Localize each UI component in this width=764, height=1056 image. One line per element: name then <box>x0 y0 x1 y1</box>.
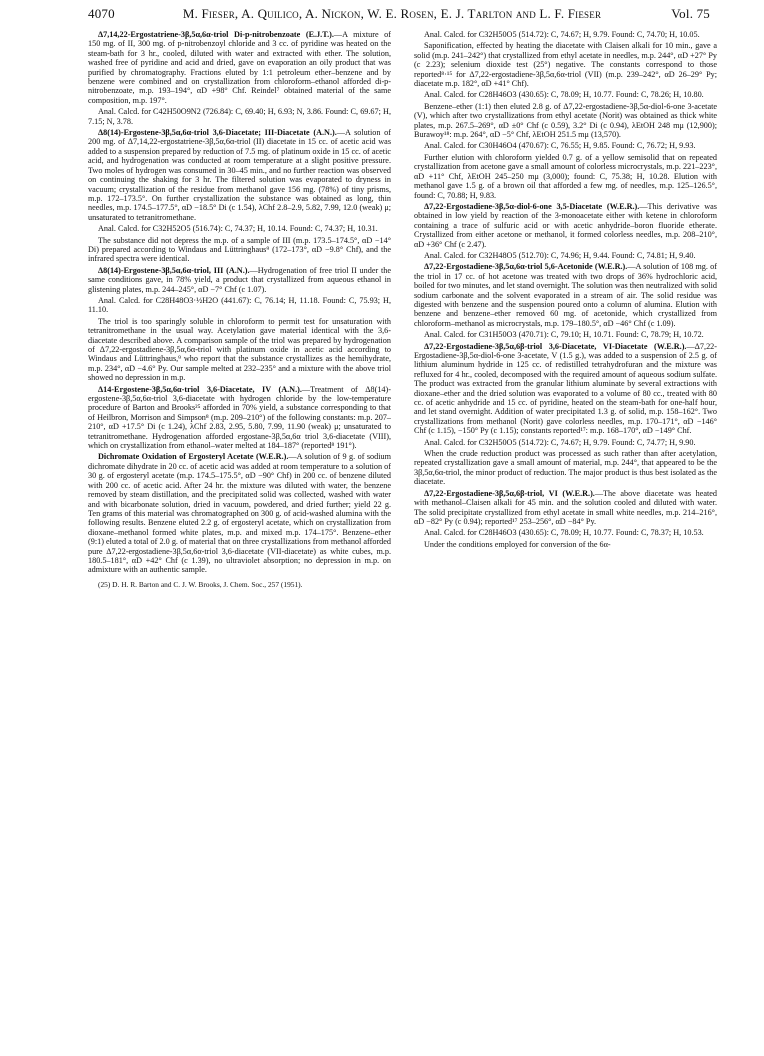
procedure-heading: Dichromate Oxidation of Ergosteryl Acetate (W.E.R.). <box>98 452 289 462</box>
left-column <box>88 28 391 1038</box>
analysis-paragraph: Anal. Calcd. for C30H46O4 (470.67): C, 76.55; H, 9.85. Found: C, 76.72; H, 9.93. <box>424 141 696 151</box>
volume-number: Vol. 75 <box>671 6 710 21</box>
paragraph-text: Saponification, effected by heating the diacetate with Claisen alkali for 10 min., gave a solid (m.p. 241–242°) that crystallized from ethyl acetate in needles, m.p. 244°, αD +27° Py (c 2.23); selenium dioxide test (25°) negative. The constants correspond to those reported⁸·¹⁵ for Δ7,22-ergostadiene-3β,5α,6α-triol (VII) (m.p. 239–242°, αD 26–29° Py; diacetate m.p. 182°, αD +41° Chf). <box>414 41 717 89</box>
procedure-paragraph <box>88 385 391 451</box>
paragraph-text: Further elution with chloroform yielded 0.7 g. of a yellow semisolid that on repeated crystallization from acetone gave a small amount of colorless microcrystals, m.p. 221–223°, αD +11° Chf, λEtOH 245–250 mμ (3,000); found: C, 75.38; H, 10.28. Elution with methanol gave 1.5 g. of a brown oil that afforded a few mg. of needles, m.p. 125–126.5°, found: C, 70.88; H, 9.83. <box>414 152 717 200</box>
paragraph-text: —A solution of 9 g. of sodium dichromate dihydrate in 20 cc. of acetic acid was added at room temperature to a solution of 30 g. of ergosteryl acetate (m.p. 174.5–175.5°, αD −90° Chf) in 200 cc. of benzene diluted with 200 cc. of acetic acid. After 24 hr. the mixture was diluted with water, the benzene removed by steam distillation, and the precipitated solid was collected, washed with water and with bicarbonate solution, dried in vacuum, powdered, and dried further; yield 22 g. Ten grams of this material was chromatographed on 300 g. of acid-washed alumina with the following results. Benzene eluted 2.2 g. of ergosteryl acetate, which on crystallization from dioxane–methanol formed white plates, m.p. and mixed m.p. 174–175°. Benzene–ether (9:1) eluted a total of 2.0 g. of material that on three crystallizations from methanol afforded pure Δ7,22-ergostadiene-3β,5α,6α-triol 3,6-diacetate (VII-diacetate) as white cubes, m.p. 180.5–181°, αD +42° Chf (c 1.39), no ultraviolet absorption; no depression in m.p. on admixture with an authentic sample. <box>88 452 391 575</box>
paragraph-text: —The above diacetate was heated with methanol–Claisen alkali for 45 min. and the solution cooled and diluted with water. The solid precipitate crystallized from ethyl acetate in small white needles, m.p. 214–216°, αD −82° Py (c 0.94); reported¹⁷ 253–256°, αD −84° Py. <box>414 488 717 526</box>
procedure-paragraph <box>414 342 717 436</box>
running-header <box>88 6 710 24</box>
paragraph-text: —Treatment of Δ8(14)-ergostene-3β,5α,6α-triol 3,6-diacetate with hydrogen chloride by the low-temperature procedure of Barton and Brooks²⁵ afforded in 70% yield, a substance corresponding to that of Heilbron, Morrison and Simpson⁸ (m.p. 209–210°) of the following constants: m.p. 207–210°, αD +17.5° Di (c 1.24), λChf 2.83, 2.95, 5.80, 7.99, 11.90 (weak) μ; unsaturated to tetranitromethane. Hydrogenation afforded ergostane-3β,5α,6α triol 3,6-diacetate (VIII), which on crystallization from ethanol–water melted at 184–187° (reported⁸ 191°). <box>88 384 391 451</box>
procedure-heading: Δ7,22-Ergostadiene-3β,5α-diol-6-one 3,5-Diacetate (W.E.R.). <box>424 201 640 211</box>
running-header-authors: M. Fieser, A. Quilico, A. Nickon, W. E. Rosen, E. J. Tarlton and L. F. Fieser <box>182 6 602 21</box>
analysis-paragraph: Anal. Calcd. for C28H48O3·½H2O (441.67): C, 76.14; H, 11.18. Found: C, 75.93; H, 11.10. <box>88 295 391 315</box>
analysis-paragraph: Anal. Calcd. for C28H46O3 (430.65): C, 78.09; H, 10.77. Found: C, 78.26; H, 10.80. <box>424 90 704 100</box>
procedure-paragraph <box>88 128 391 222</box>
analysis-paragraph: Anal. Calcd. for C32H52O5 (516.74): C, 74.37; H, 10.14. Found: C, 74.37; H, 10.31. <box>98 224 378 234</box>
procedure-paragraph <box>88 30 391 105</box>
body-paragraph <box>88 317 391 383</box>
procedure-heading: Δ8(14)-Ergostene-3β,5α,6α-triol, III (A.N.). <box>98 265 250 275</box>
procedure-paragraph <box>88 452 391 574</box>
body-paragraph <box>88 236 391 264</box>
procedure-heading: Δ7,14,22-Ergostatriene-3β,5α,6α-triol Di-p-nitrobenzoate (E.J.T.). <box>98 30 334 39</box>
body-paragraph <box>414 41 717 88</box>
procedure-paragraph <box>414 202 717 249</box>
body-paragraph <box>414 102 717 140</box>
analysis-paragraph: Anal. Calcd. for C32H48O5 (512.70): C, 74.96; H, 9.44. Found: C, 74.81; H, 9.40. <box>424 250 696 260</box>
procedure-heading: Δ7,22-Ergostadiene-3β,5α,6α-triol 5,6-Acetonide (W.E.R.). <box>424 262 628 272</box>
paragraph-text: The substance did not depress the m.p. of a sample of III (m.p. 173.5–174.5°, αD −14° Di) prepared according to Windaus and Lüttringhaus⁹ (172–173°, αD −9.8° Chf), and the infrared spectra were identical. <box>88 235 391 264</box>
procedure-paragraph <box>414 489 717 527</box>
procedure-heading: Δ7,22-Ergostadiene-3β,5α,6β-triol, VI (W.E.R.). <box>424 488 595 498</box>
paragraph-text: —This derivative was obtained in low yield by reaction of the 3-monoacetate either with ketene in chloroform containing a trace of sulfuric acid or with acetic anhydride–boron fluoride etherate. Crystallized from either acetone or methanol, it formed colorless needles, m.p. 208–210°, αD +36° Chf (c 2.47). <box>414 201 717 249</box>
paragraph-text: —Hydrogenation of free triol II under the same conditions gave, in 78% yield, a product that crystallized from aqueous ethanol in glistening plates, m.p. 244–245°, αD −7° Chf (c 1.07). <box>88 265 391 294</box>
procedure-paragraph <box>88 266 391 294</box>
procedure-heading: Δ8(14)-Ergostene-3β,5α,6α-triol 3,6-Diacetate; III-Diacetate (A.N.). <box>98 128 337 138</box>
body-paragraph <box>414 540 717 549</box>
right-column <box>414 28 717 1038</box>
body-paragraph <box>414 153 717 200</box>
analysis-paragraph: Anal. Calcd. for C32H50O5 (514.72): C, 74.67; H, 9.79. Found: C, 74.77; H, 9.90. <box>424 437 696 447</box>
paragraph-text: —Δ7,22-Ergostadiene-3β,5α-diol-6-one 3-acetate, V (1.5 g.), was added to a suspension of 2.5 g. of lithium aluminum hydride in 125 cc. of redistilled tetrahydrofuran and the mixture was refluxed for 4 hr., cooled, decomposed with the required amount of aqueous sodium sulfate. The product was extracted from the granular lithium aluminate by several extractions with dioxane–ether and the dried solution was evaporated to a volume of 80 cc., treated with 80 cc. of acetic anhydride and 15 cc. of pyridine, heated on the steam-bath for one-half hour, and let stand overnight. Addition of water precipitated 1.3 g. of solid, m.p. 158–162°. Two crystallizations from methanol (Norit) gave colorless needles, m.p. 170–171°, αD −146° Chf (c 1.15), −150° Py (c 1.15); constants reported¹⁷: m.p. 168–170°, αD −149° Chf. <box>414 341 717 436</box>
paragraph-text: —A solution of 200 mg. of Δ7,14,22-ergostatriene-3β,5α,6α-triol (II) diacetate in 15 cc. of acetic acid was added to a suspension prepared by reduction of 7.5 mg. of platinum oxide in 15 cc. of acetic acid, and hydrogenation was conducted at room temperature at a slight positive pressure. Two moles of hydrogen was consumed in 30–45 min., and no further reaction was observed on continuing the shaking for 3 hr. The filtered solution was evaporated to dryness in vacuum; crystallization of the residue from methanol gave 156 mg. (78%) of tiny prisms, m.p. 172–173.5°. On further crystallization the substance was obtained as long, thin needles, m.p. 174.5–177.5°, αD −18.5° Di (c 1.54), λChf 2.8–2.9, 5.82, 7.99, 12.0 (weak) μ; unsaturated to tetranitromethane. <box>88 128 391 222</box>
analysis-paragraph: Anal. Calcd. for C42H50O9N2 (726.84): C, 69.40; H, 6.93; N, 3.86. Found: C, 69.67; H, 7.15; N, 3.78. <box>88 107 391 126</box>
analysis-paragraph: Anal. Calcd. for C28H46O3 (430.65): C, 78.09; H, 10.77. Found: C, 78.37; H, 10.53. <box>424 528 704 538</box>
procedure-heading: Δ14-Ergostene-3β,5α,6α-triol 3,6-Diacetate, IV (A.N.). <box>98 384 302 394</box>
paragraph-text: Under the conditions employed for conversion of the 6α- <box>424 539 611 549</box>
analysis-paragraph: Anal. Calcd. for C32H50O5 (514.72): C, 74.67; H, 9.79. Found: C, 74.70; H, 10.05. <box>424 30 700 39</box>
page-number: 4070 <box>88 6 115 21</box>
paragraph-text: When the crude reduction product was processed as such rather than after acetylation, repeated crystallization gave a small amount of material, m.p. 244°, that appeared to be the 3β,5α,6α-triol, the minor product of reduction. The major product is thus best isolated as the diacetate. <box>414 449 717 487</box>
procedure-heading: Δ7,22-Ergostadiene-3β,5α,6β-triol 3,6-Diacetate, VI-Diacetate (W.E.R.). <box>424 341 687 351</box>
paragraph-text: —A mixture of 150 mg. of II, 300 mg. of p-nitrobenzoyl chloride and 3 cc. of pyridine was heated on the steam-bath for 3 hr., cooled, diluted with water and extracted with ether. The solution, washed free of pyridine and acid and dried, gave on evaporation an oily product that was purified by chromatography. Fractions eluted by 1:1 petroleum ether–benzene and by benzene were combined and on crystallization from chloroform–ethanol afforded di-p-nitrobenzoate, m.p. 193–194°, αD +98° Chf. Reindel⁷ obtained material of the same composition, m.p. 197°. <box>88 30 391 105</box>
paragraph-text: The triol is too sparingly soluble in chloroform to permit test for unsaturation with tetranitromethane in the usual way. Acetylation gave material identical with the 3,6-diacetate described above. A comparison sample of the triol was prepared by hydrogenation of Δ7,22-ergostadiene-3β,5α,6α-triol with platinum oxide in acetic acid according to Windaus and Lüttringhaus,⁹ who report that the substance crystallizes as the hemihydrate, m.p. 234°, αD −4.6° Py. Our sample melted at 232–235° and a mixture with the above triol showed no depression in m.p. <box>88 316 391 383</box>
body-paragraph <box>414 449 717 487</box>
analysis-paragraph: Anal. Calcd. for C31H50O3 (470.71): C, 79.10; H, 10.71. Found: C, 78.79; H, 10.72. <box>424 330 704 340</box>
paragraph-text: —A solution of 108 mg. of the triol in 17 cc. of hot acetone was treated with two drops of 36% hydrochloric acid, boiled for two minutes, and let stand overnight. The solution was then neutralized with solid sodium carbonate and the solvent evaporated in a stream of air. The solid residue was digested with benzene and the suspension poured onto a column of alumina. Elution with benzene and benzene–ether removed 60 mg. of acetonide, which crystallized from chloroform–methanol as microcrystals, m.p. 179–180.5°, αD −46° Chf (c 1.09). <box>414 262 717 328</box>
paragraph-text: Benzene–ether (1:1) then eluted 2.8 g. of Δ7,22-ergostadiene-3β,5α-diol-6-one 3-acetate (V), which after two crystallizations from ethyl acetate (Norit) was obtained as thick white plates, m.p. 267.5–269°, αD ±0° Chf (c 0.59), 3.2° Di (c 0.94), λEtOH 248 mμ (12,900); Burawoy¹⁸: m.p. 264°, αD −5° Chf, λEtOH 251.5 mμ (13,570). <box>414 101 717 140</box>
procedure-paragraph <box>414 262 717 328</box>
footnote: (25) D. H. R. Barton and C. J. W. Brooks, J. Chem. Soc., 257 (1951). <box>98 579 303 589</box>
